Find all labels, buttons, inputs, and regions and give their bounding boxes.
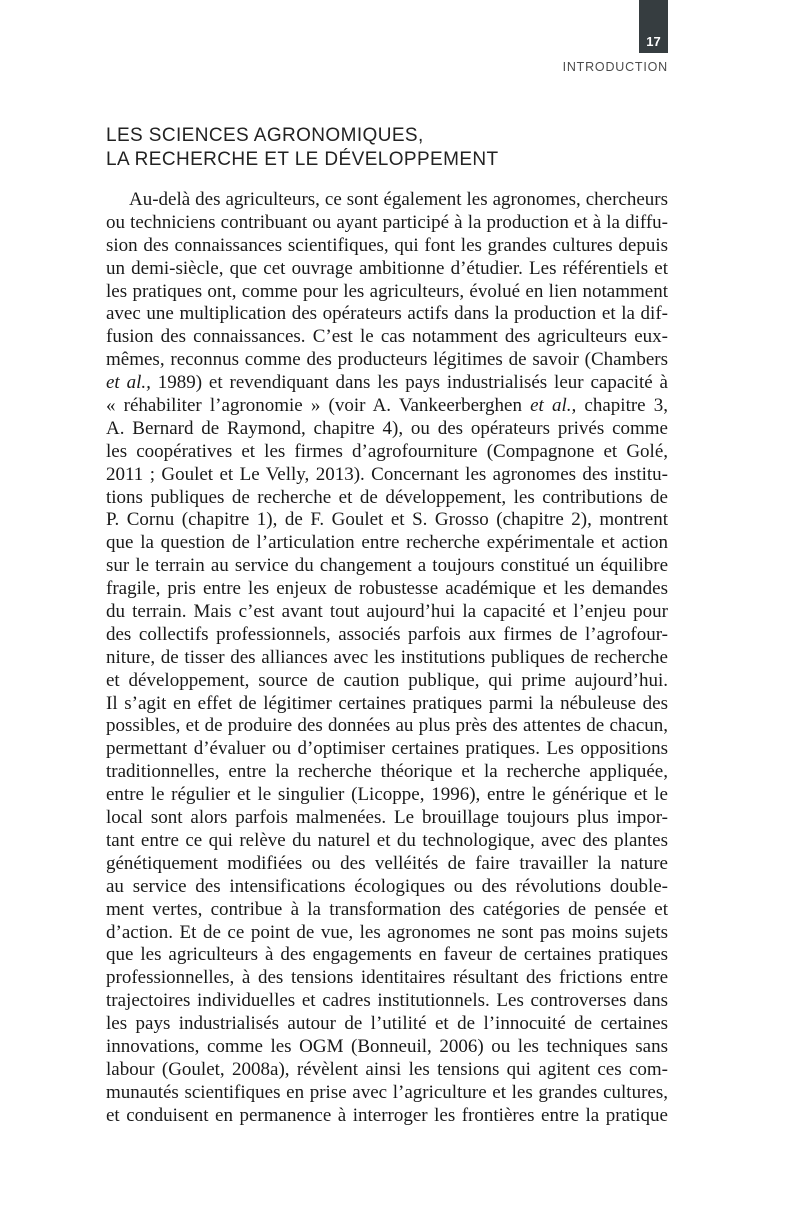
body-text: sion des connaissances scientifiques, qui font les grandes cultures depuis <box>106 234 668 256</box>
body-line <box>106 1105 668 1128</box>
body-line <box>106 784 668 807</box>
body-line <box>106 487 668 510</box>
body-text: des collectifs professionnels, associés parfois aux firmes de l’agrofour- <box>106 623 668 645</box>
body-text: labour (Goulet, 2008a), révèlent ainsi les tensions qui agitent ces com- <box>106 1058 668 1080</box>
body-line <box>106 807 668 830</box>
body-line <box>106 1059 668 1082</box>
body-text: génétiquement modifiées ou des velléités de faire travailler la nature <box>106 852 668 874</box>
body-line <box>106 647 668 670</box>
body-line <box>106 509 668 532</box>
body-text: avec une multiplication des opérateurs actifs dans la production et la dif- <box>106 303 668 325</box>
body-line <box>106 624 668 647</box>
body-text: tions publiques de recherche et de développement, les contributions de <box>106 486 668 508</box>
body-text: du terrain. Mais c’est avant tout aujourd’hui la capacité et l’enjeu pour <box>106 601 668 623</box>
body-text: trajectoires individuelles et cadres institutionnels. Les controverses dans <box>106 990 668 1012</box>
body-text: chapitre 3, <box>576 395 668 417</box>
body-line <box>106 922 668 945</box>
body-line <box>106 555 668 578</box>
body-line <box>106 212 668 235</box>
body-line <box>106 738 668 761</box>
page-number-tab <box>639 0 668 53</box>
body-line <box>106 899 668 922</box>
body-line <box>106 189 668 212</box>
section-heading-line-1: LES SCIENCES AGRONOMIQUES, <box>106 125 424 146</box>
body-line <box>106 1013 668 1036</box>
body-line <box>106 1082 668 1105</box>
body-line <box>106 395 668 418</box>
body-line <box>106 944 668 967</box>
body-paragraph <box>106 189 668 1128</box>
body-text: d’action. Et de ce point de vue, les agronomes ne sont pas moins sujets <box>106 921 668 943</box>
body-text: Il s’agit en effet de légitimer certaines pratiques parmi la nébuleuse des <box>106 692 668 714</box>
body-text: au service des intensifications écologiques ou des révolutions double- <box>106 875 668 897</box>
body-line <box>106 326 668 349</box>
body-text: 2011 ; Goulet et Le Velly, 2013). Concernant les agronomes des institu- <box>106 463 668 485</box>
body-text: les pays industrialisés autour de l’utilité et de l’innocuité de certaines <box>106 1013 668 1035</box>
body-text: fragile, pris entre les enjeux de robustesse académique et les demandes <box>106 578 668 600</box>
body-text-italic: et al., <box>106 372 151 394</box>
body-text: ou techniciens contribuant ou ayant participé à la production et à la diffu- <box>106 211 668 233</box>
body-text: P. Cornu (chapitre 1), de F. Goulet et S. Grosso (chapitre 2), montrent <box>106 509 668 531</box>
body-text: local sont alors parfois malmenées. Le brouillage toujours plus impor- <box>106 807 668 829</box>
body-text: permettant d’évaluer ou d’optimiser certaines pratiques. Les oppositions <box>106 738 668 760</box>
body-text: entre le régulier et le singulier (Licoppe, 1996), entre le générique et le <box>106 784 668 806</box>
body-text: Au-delà des agriculteurs, ce sont également les agronomes, chercheurs <box>129 189 668 210</box>
body-text: mêmes, reconnus comme des producteurs légitimes de savoir (Chambers <box>106 349 668 371</box>
body-line <box>106 372 668 395</box>
body-line <box>106 441 668 464</box>
body-line <box>106 532 668 555</box>
body-text: innovations, comme les OGM (Bonneuil, 2006) ou les techniques sans <box>106 1035 668 1057</box>
body-text: A. Bernard de Raymond, chapitre 4), ou des opérateurs privés comme <box>106 417 668 439</box>
body-line <box>106 670 668 693</box>
body-line <box>106 1036 668 1059</box>
body-text: les coopératives et les firmes d’agrofourniture (Compagnone et Golé, <box>106 440 668 462</box>
body-line <box>106 853 668 876</box>
body-text: munautés scientifiques en prise avec l’agriculture et les grandes cultures, <box>106 1081 668 1103</box>
body-text: que la question de l’articulation entre recherche expérimentale et action <box>106 532 668 554</box>
body-text: professionnelles, à des tensions identitaires résultant des frictions entre <box>106 967 668 989</box>
body-line <box>106 761 668 784</box>
body-line <box>106 418 668 441</box>
body-line <box>106 349 668 372</box>
body-line <box>106 715 668 738</box>
body-text: « réhabiliter l’agronomie » (voir A. Vankeerberghen <box>106 395 531 417</box>
body-text: et conduisent en permanence à interroger les frontières entre la pratique <box>106 1104 668 1126</box>
running-head: INTRODUCTION <box>562 60 668 74</box>
body-text: 1989) et revendiquant dans les pays industrialisés leur capacité à <box>150 372 668 394</box>
body-line <box>106 578 668 601</box>
body-line <box>106 876 668 899</box>
body-line <box>106 235 668 258</box>
body-line <box>106 830 668 853</box>
body-text: traditionnelles, entre la recherche théorique et la recherche appliquée, <box>106 761 668 783</box>
body-line <box>106 281 668 304</box>
body-line <box>106 967 668 990</box>
body-line <box>106 601 668 624</box>
body-text: possibles, et de produire des données au plus près des attentes de chacun, <box>106 715 668 737</box>
body-text: un demi-siècle, que cet ouvrage ambitionne d’étudier. Les référentiels et <box>106 257 668 279</box>
body-text: les pratiques ont, comme pour les agriculteurs, évolué en lien notamment <box>106 280 668 302</box>
section-heading <box>106 124 499 172</box>
body-text: que les agriculteurs à des engagements en faveur de certaines pratiques <box>106 944 668 966</box>
body-text: ment vertes, contribue à la transformation des catégories de pensée et <box>106 898 668 920</box>
page-number: 17 <box>646 34 661 49</box>
body-line <box>106 693 668 716</box>
body-text: et développement, source de caution publique, qui prime aujourd’hui. <box>106 669 668 691</box>
body-text: tant entre ce qui relève du naturel et du technologique, avec des plantes <box>106 829 668 851</box>
body-line <box>106 258 668 281</box>
section-heading-line-2: LA RECHERCHE ET LE DÉVELOPPEMENT <box>106 149 499 170</box>
body-text: fusion des connaissances. C’est le cas notamment des agriculteurs eux- <box>106 326 668 348</box>
body-text-italic: et al., <box>530 395 577 417</box>
body-line <box>106 990 668 1013</box>
body-text: sur le terrain au service du changement a toujours constitué un équilibre <box>106 555 668 577</box>
body-line <box>106 464 668 487</box>
body-text: niture, de tisser des alliances avec les institutions publiques de recherche <box>106 646 668 668</box>
body-line <box>106 303 668 326</box>
